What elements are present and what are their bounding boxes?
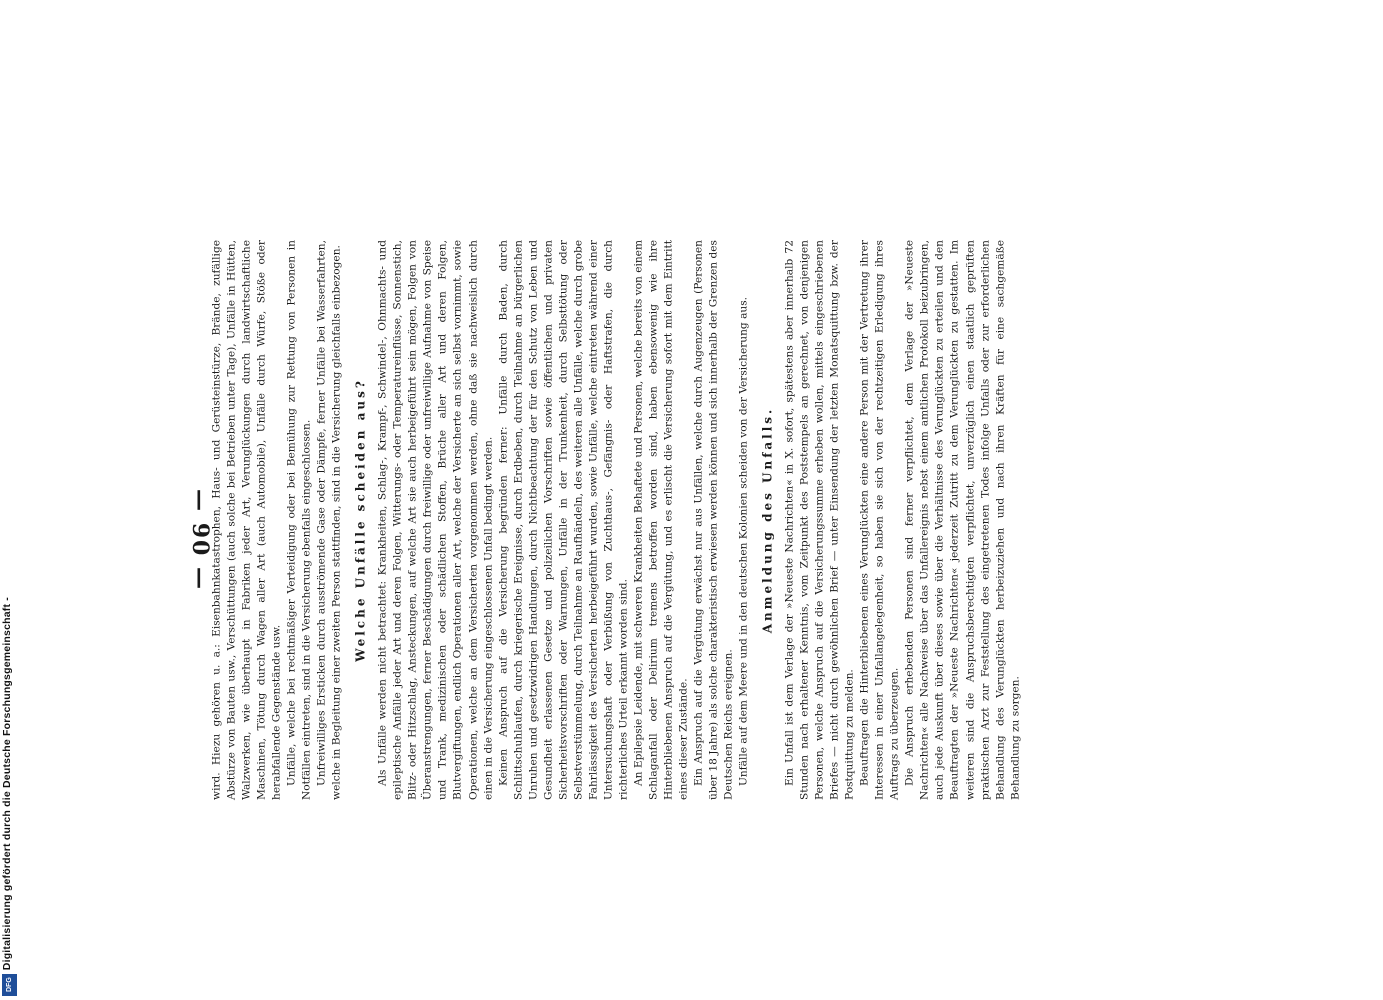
paragraph: Ein Anspruch auf die Vergütung erwächst nur aus Unfällen, welche durch Augenzeugen (Personen über 18 Jahre) als solche charakteristisch erwiesen werden können und sich innerhalb der Grenzen des Deutschen Reichs ereignen.: [692, 240, 735, 800]
paragraph: Unfreiwilliges Ersticken durch ausströmende Gase oder Dämpfe, ferner Unfälle bei Wasserfahrten, welche in Begleitung einer zweiten Person stattfinden, sind in die Versicherung gleichfalls einbezogen.: [315, 240, 343, 800]
paragraph: Die Anspruch erhebenden Personen sind ferner verpflichtet, dem Verlage der »Neueste Nachrichten« alle Nachweise über das Unfallereignis nebst einem amtlichen Protokoll beizubringen, auch jede Auskunft über dieses sowie über die Verhältnisse des Verunglückten zu erteilen und den Beauftragten der »Neueste Nachrichten« jederzeit Zutritt zu dem Verunglückten zu gestatten. Im weiteren sind die Anspruchsberechtigten verpflichtet, unverzüglich einen staatlich geprüften praktischen Arzt zur Feststellung des eingetretenen Todes infolge Unfalls oder zur erforderlichen Behandlung des Verunglückten herbeizuziehen und nach ihren Kräften für eine sachgemäße Behandlung zu sorgen.: [903, 240, 1021, 800]
digitization-credit: [0, 0, 26, 1000]
section-intro: [209, 240, 344, 800]
section-heading: Welche Unfälle scheiden aus?: [353, 378, 368, 662]
paragraph: wird. Hiezu gehören u. a.: Eisenbahnkatastrophen, Haus- und Gerüsteinstürze, Brände, zufällige Abstürze von Bauten usw., Verschüttungen (auch solche bei Betrieben unter Tage), Unfälle in Hütten, Walzwerken, wie überhaupt in Fabriken jeder Art, Verunglückungen durch landwirtschaftliche Maschinen, Tötung durch Wagen aller Art (auch Automobile), Unfälle durch Würfe, Stöße oder herabfallende Gegenstände usw.: [210, 240, 283, 800]
section-heading: Anmeldung des Unfalls.: [760, 406, 775, 634]
paragraph: Unfälle auf dem Meere und in den deutschen Kolonien scheiden von der Versicherung aus.: [737, 296, 750, 786]
page-number: — 90 —: [187, 489, 213, 591]
paragraph: Unfälle, welche bei rechtmäßiger Verteidigung oder bei Bemühung zur Rettung von Personen in Notfällen eintreten, sind in die Versicherung ebenfalls eingeschlossen.: [285, 240, 313, 800]
paragraph: Als Unfälle werden nicht betrachtet: Krankheiten, Schlag-, Krampf-, Schwindel-, Ohnmachts- und epileptische Anfälle jeder Art und deren Folgen, Witterungs- oder Temperatureinflüsse, Sonnenstich, Blitz- oder Hitzschlag, Ansteckungen, auf welche Art sie auch herbeigeführt sein mögen, Folgen von Überanstrengungen, ferner Beschädigungen durch freiwillige oder unfreiwillige Aufnahme von Speise und Trank, medizinischen oder schädlichen Stoffen, Brüche aller Art und deren Folgen, Blutvergiftungen, endlich Operationen aller Art, welche der Versicherte an sich selbst vornimmt, sowie Operationen, welche an dem Versicherten vorgenommen werden, ohne daß sie nachweislich durch einen in die Versicherung eingeschlossenen Unfall bedingt werden.: [376, 240, 494, 800]
text-column: [209, 240, 1023, 800]
dfg-logo-icon: DFG: [2, 974, 17, 996]
section-exclusions: [376, 240, 752, 800]
section-notification: [783, 240, 1024, 800]
paragraph: Beauftragen die Hinterbliebenen eines Verunglückten eine andere Person mit der Vertretung ihrer Interessen in einer Unfallangelegenheit, so haben sie sich von der rechtzeitigen Erledigung ihres Auftrags zu überzeugen.: [858, 240, 901, 800]
paragraph: An Epilepsie Leidende, mit schweren Krankheiten Behaftete und Personen, welche bereits von einem Schlaganfall oder Delirium tremens betroffen worden sind, haben ebensowenig wie ihre Hinterbliebenen Anspruch auf die Vergütung, und es erlischt die Versicherung sofort mit dem Eintritt eines dieser Zustände.: [632, 240, 690, 800]
paragraph: Keinen Anspruch auf die Versicherung begründen ferner: Unfälle durch Baden, durch Schlittschuhlaufen, durch kriegerische Ereignisse, durch Erdbeben, durch Teilnahme an bürgerlichen Unruhen und gesetzwidrigen Handlungen, durch Nichtbeachtung der für den Schutz von Leben und Gesundheit erlassenen Gesetze und polizeilichen Vorschriften sowie öffentlichen und privaten Sicherheitsvorschriften oder Warnungen, Unfälle in der Trunkenheit, durch Selbsttötung oder Selbstverstümmelung, durch Teilnahme an Raufhändeln, des weiteren alle Unfälle, welche durch grobe Fahrlässigkeit des Versicherten herbeigeführt wurden, sowie Unfälle, welche eintreten während einer Untersuchungshaft oder Verbüßung von Zuchthaus-, Gefängnis- oder Haftstrafen, die durch richterliches Urteil erkannt worden sind.: [496, 240, 630, 800]
credit-text: Digitalisierung gefördert durch die Deutsche Forschungsgemeinschaft -: [1, 596, 13, 970]
paragraph: Ein Unfall ist dem Verlage der »Neueste Nachrichten« in X. sofort, spätestens aber innerhalb 72 Stunden nach erhaltener Kenntnis, vom Zeitpunkt des Poststempels an gerechnet, von denjenigen Personen, welche Anspruch auf die Versicherungssumme erheben wollen, mittels eingeschriebenen Briefes — nicht durch gewöhnlichen Brief — unter Einsendung der letzten Monatsquittung bzw. der Postquittung zu melden.: [783, 240, 856, 800]
